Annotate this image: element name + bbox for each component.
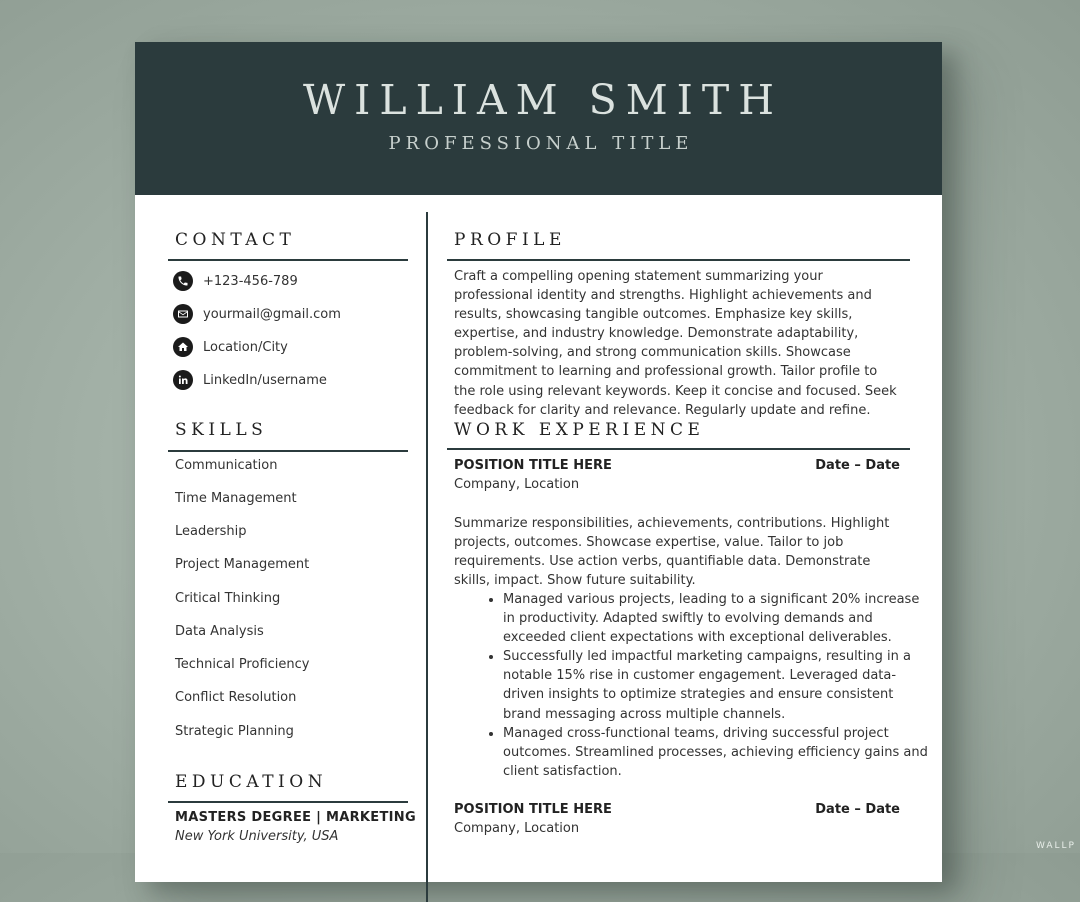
education-school: New York University, USA bbox=[175, 829, 339, 844]
contact-rule bbox=[168, 259, 408, 261]
skill-item: Technical Proficiency bbox=[175, 657, 310, 672]
contact-phone bbox=[173, 270, 298, 292]
phone-icon bbox=[173, 271, 193, 291]
skill-item: Conflict Resolution bbox=[175, 690, 297, 705]
contact-email-text: yourmail@gmail.com bbox=[203, 306, 341, 322]
email-icon bbox=[173, 304, 193, 324]
profile-rule bbox=[447, 259, 910, 261]
job-title: POSITION TITLE HERE bbox=[454, 802, 612, 817]
contact-location bbox=[173, 336, 288, 358]
skills-rule bbox=[168, 450, 408, 452]
job-company: Company, Location bbox=[454, 821, 580, 836]
skills-heading: SKILLS bbox=[175, 420, 268, 440]
resume-page bbox=[135, 42, 942, 882]
skill-item: Project Management bbox=[175, 557, 310, 572]
professional-title: PROFESSIONAL TITLE bbox=[388, 133, 694, 154]
profile-heading: PROFILE bbox=[454, 230, 566, 250]
column-divider bbox=[426, 212, 428, 902]
experience-heading: WORK EXPERIENCE bbox=[454, 420, 705, 440]
achievement-item: • Managed various projects, leading to a significant 20% increase in productivity. Adapted swiftly to evolving demands and exceeded client expectations with exceptional deliverables. bbox=[503, 590, 933, 647]
skill-item: Strategic Planning bbox=[175, 724, 294, 739]
education-rule bbox=[168, 801, 408, 803]
skill-item: Time Management bbox=[175, 491, 297, 506]
job-date: Date – Date bbox=[815, 802, 900, 817]
job-company: Company, Location bbox=[454, 477, 580, 492]
job-date: Date – Date bbox=[815, 458, 900, 473]
job-title: POSITION TITLE HERE bbox=[454, 458, 612, 473]
contact-phone-text: +123-456-789 bbox=[203, 273, 298, 289]
skill-item: Leadership bbox=[175, 524, 247, 539]
skill-item: Data Analysis bbox=[175, 624, 264, 639]
job-achievements-list bbox=[475, 590, 933, 781]
profile-text: Craft a compelling opening statement summarizing your professional identity and strengths. Highlight achievements and results, showcasing tangible outcomes. Emphasize key skills, expertise, and industry knowledge. Demonstrate adaptability, problem-solving, and strong communication skills. Showcase commitment to learning and professional growth. Tailor profile to the role using relevant keywords. Keep it concise and focused. Seek feedback for clarity and relevance. Regularly update and refine. bbox=[454, 269, 897, 418]
resume-header bbox=[135, 42, 942, 195]
contact-linkedin bbox=[173, 369, 327, 391]
contact-location-text: Location/City bbox=[203, 339, 288, 355]
achievement-item: • Successfully led impactful marketing campaigns, resulting in a notable 15% rise in customer engagement. Leveraged data-driven insights to optimize strategies and ensure consistent brand messaging across multiple channels. bbox=[503, 647, 933, 723]
education-degree: MASTERS DEGREE | MARKETING bbox=[175, 810, 416, 825]
skill-item: Critical Thinking bbox=[175, 591, 281, 606]
contact-linkedin-text: LinkedIn/username bbox=[203, 372, 327, 388]
experience-rule bbox=[447, 448, 910, 450]
achievement-item: • Managed cross-functional teams, driving successful project outcomes. Streamlined processes, achieving efficiency gains and client satisfaction. bbox=[503, 724, 933, 781]
linkedin-icon bbox=[173, 370, 193, 390]
contact-heading: CONTACT bbox=[175, 230, 296, 250]
skill-item: Communication bbox=[175, 458, 278, 473]
home-icon bbox=[173, 337, 193, 357]
contact-email bbox=[173, 303, 341, 325]
watermark: WALLP bbox=[1035, 841, 1076, 851]
education-heading: EDUCATION bbox=[175, 772, 328, 792]
job-summary: Summarize responsibilities, achievements, contributions. Highlight projects, outcomes. Showcase expertise, value. Tailor to job requirements. Use action verbs, quantifiable data. Demonstrate skills, impact. Show future suitability. bbox=[454, 516, 890, 589]
candidate-name: WILLIAM SMITH bbox=[303, 76, 783, 124]
